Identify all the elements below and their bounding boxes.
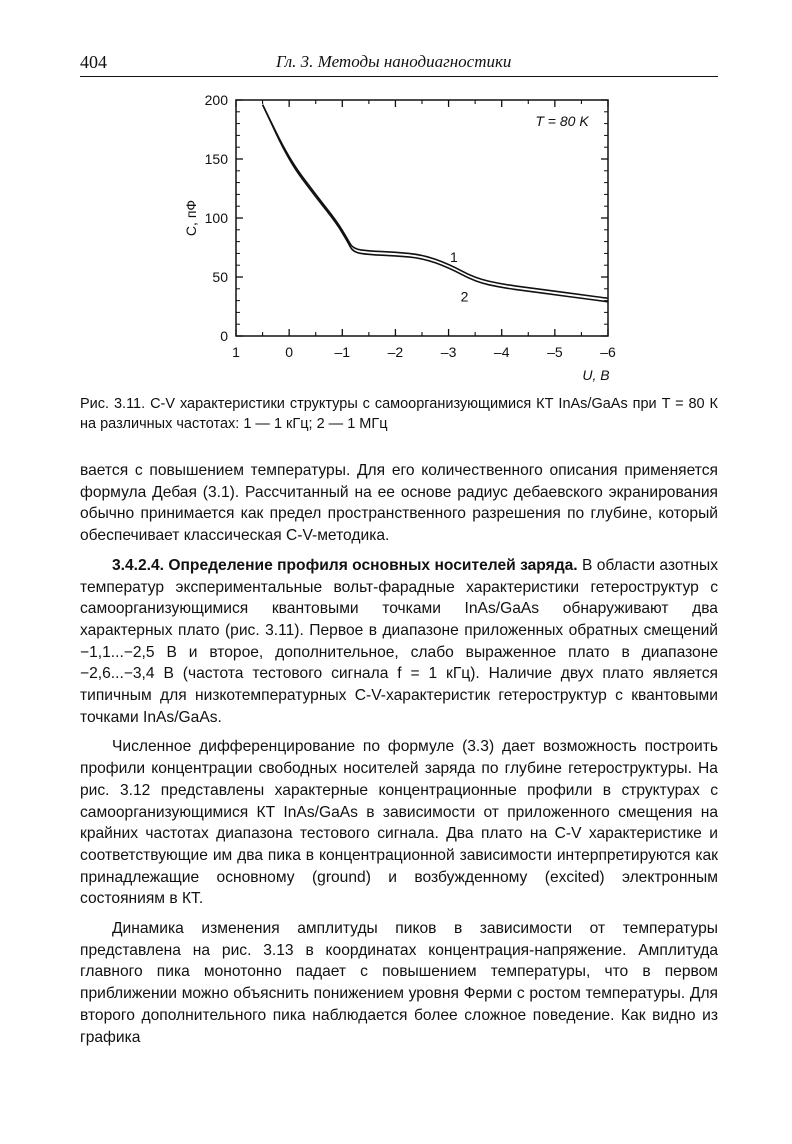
x-tick-label: 1 <box>232 344 240 360</box>
x-axis-label: U, В <box>582 367 610 383</box>
y-tick-label: 0 <box>220 328 228 344</box>
figure-caption: Рис. 3.11. C-V характеристики структуры с самоорганизующимися КТ InAs/GaAs при T = 80 К на различных частотах: 1 — 1 кГц; 2 — 1 МГц <box>80 396 718 432</box>
x-tick-label: –5 <box>547 344 563 360</box>
y-tick-label: 100 <box>204 210 228 226</box>
temperature-annotation: T = 80 K <box>535 113 589 129</box>
series-label-1: 1 <box>449 249 458 266</box>
x-tick-label: 0 <box>285 344 294 360</box>
cv-characteristic-chart <box>0 0 792 395</box>
x-tick-label: –2 <box>387 344 404 360</box>
chart-ticks <box>205 92 616 360</box>
series-line-1 <box>263 105 608 299</box>
paragraph-2-text: В области азотных температур экспериментальные вольт-фарадные характеристики гетероструктур с самоорганизующимися квантовыми точками InAs/GaAs обнаруживают два характерных плато (рис. 3.11). Первое в диапазоне приложенных обратных смещений −1,1...−2,5 В и второе, дополнительное, слабо выраженное плато в диапазоне −2,6...−3,4 В (частота тестового сигнала f = 1 кГц). Наличие двух плато является типичным для низкотемпературных C-V-характеристик гетероструктур с квантовыми точками InAs/GaAs. <box>80 556 718 726</box>
chart-axes <box>236 100 608 336</box>
section-heading: 3.4.2.4. Определение профиля основных носителей заряда. <box>112 556 578 574</box>
x-tick-label: –1 <box>334 344 351 360</box>
x-tick-label: –6 <box>600 344 616 360</box>
y-tick-label: 200 <box>204 92 228 108</box>
y-tick-label: 50 <box>212 269 228 285</box>
paragraph-4: Динамика изменения амплитуды пиков в зависимости от температуры представлена на рис. 3.13 в координатах концентрация-напряжение. Амплитуда главного пика монотонно падает с повышением температуры, что в первом приближении можно объяснить понижением уровня Ферми с ростом температуры. Для второго дополнительного пика наблюдается более сложное поведение. Как видно из графика <box>80 920 718 1046</box>
running-title: Гл. 3. Методы нанодиагностики <box>276 52 512 71</box>
x-tick-label: –4 <box>493 344 510 360</box>
body-text <box>80 460 718 1048</box>
plot-frame <box>236 100 608 336</box>
y-axis-label: C, пФ <box>183 199 199 237</box>
series-line-2 <box>263 105 608 302</box>
series-label-2: 2 <box>460 288 469 305</box>
x-tick-label: –3 <box>440 344 457 360</box>
page-number: 404 <box>80 52 107 72</box>
chart-series <box>263 105 608 305</box>
y-tick-label: 150 <box>204 151 228 167</box>
paragraph-2 <box>80 555 718 729</box>
paragraph-3: Численное дифференцирование по формуле (3.3) дает возможность построить профили концентрации свободных носителей заряда по глубине гетероструктуры. На рис. 3.12 представлены характерные концентрационные профили в структурах с самоорганизующимися КТ InAs/GaAs в зависимости от приложенного смещения на крайних частотах диапазона тестового сигнала. Два плато на C-V характеристике и соответствующие им два пика в концентрационной зависимости интерпретируются как принадлежащие основному (ground) и возбужденному (excited) электронным состояниям в КТ. <box>80 738 718 908</box>
paragraph-1: вается с повышением температуры. Для его количественного описания применяется формула Дебая (3.1). Рассчитанный на ее основе радиус дебаевского экранирования обычно принимается как предел пространственного разрешения по глубине, который обеспечивает классическая C-V-методика. <box>80 462 718 545</box>
